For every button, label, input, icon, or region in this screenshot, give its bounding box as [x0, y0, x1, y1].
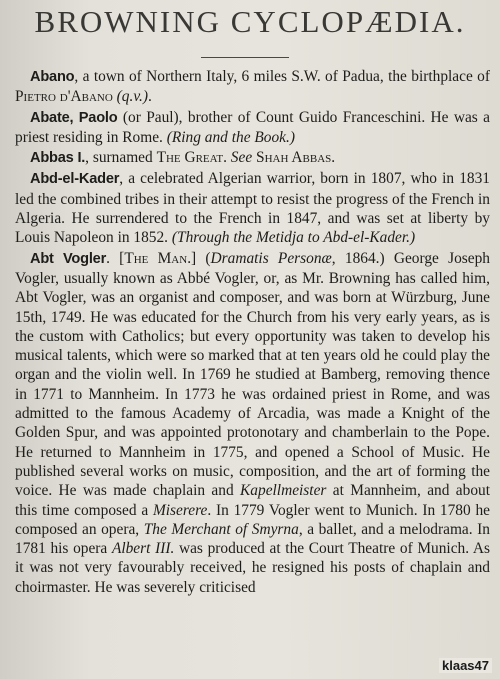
entry-headword: Abbas I. — [30, 150, 86, 167]
entry-abd-el-kader: Abd-el-Kader, a celebrated Algerian warrior, born in 1807, who in 1831 led the combined tribes in their attempt to resist the progress of the French in Algeria. He surrendered to the French in 1847, and was set at liberty by Louis Napoleon in 1852. (Through the Metidja to Abd-el-Kader.) — [15, 170, 490, 247]
page-title: BROWNING CYCLOPÆDIA. — [34, 4, 466, 39]
entry-abt-vogler: Abt Vogler. [The Man.] (Dramatis Personæ, 1864.) George Joseph Vogler, usually known as Abbé Vogler, or, as Mr. Browning has called him, Abt Vogler, was an organist and composer, and was born at Würzburg, June 15th, 1749. He was educated for the Church from his very early years, as is the custom with Catholics; but every opportunity was taken to develop his musical talents, which were so marked that at ten years old he could play the organ and the violin well. In 1769 he studied at Bamberg, removing thence in 1771 to Mannheim. In 1773 he was ordained priest in Rome, and was admitted to the famous Academy of Arcadia, was made a Knight of the Golden Spur, and was appointed protonotary and chamberlain to the Pope. He returned to Mannheim in 1775, and opened a School of Music. He published several works on music, composition, and the art of forming the voice. He was made chaplain and Kapellmeister at Mannheim, and about this time composed a Miserere. In 1779 Vogler went to Munich. In 1780 he composed an opera, The Merchant of Smyrna, a ballet, and a melodrama. In 1781 his opera Albert III. was produced at the Court Theatre of Munich. As it was not very favourably received, he resigned his posts of chaplain and choirmaster. He was severely criticised — [15, 249, 491, 596]
entry-headword: Abano — [30, 69, 75, 85]
entry-headword: Abt Vogler — [30, 250, 107, 267]
watermark-label: klaas47 — [439, 658, 492, 673]
entry-abano: Abano, a town of Northern Italy, 6 miles S.W. of Padua, the birthplace of Pietro d'Abano (q.v.). — [15, 68, 490, 106]
entry-list — [15, 67, 490, 597]
entry-headword: Abate, Paolo — [30, 109, 118, 126]
entry-abbas-i: Abbas I., surnamed The Great. See Shah Abbas. — [30, 149, 336, 167]
entry-headword: Abd-el-Kader — [30, 171, 120, 188]
entry-abate-paolo: Abate, Paolo (or Paul), brother of Count Guido Franceschini. He was a priest residing in Rome. (Ring and the Book.) — [15, 108, 490, 146]
title-rule — [201, 57, 289, 58]
